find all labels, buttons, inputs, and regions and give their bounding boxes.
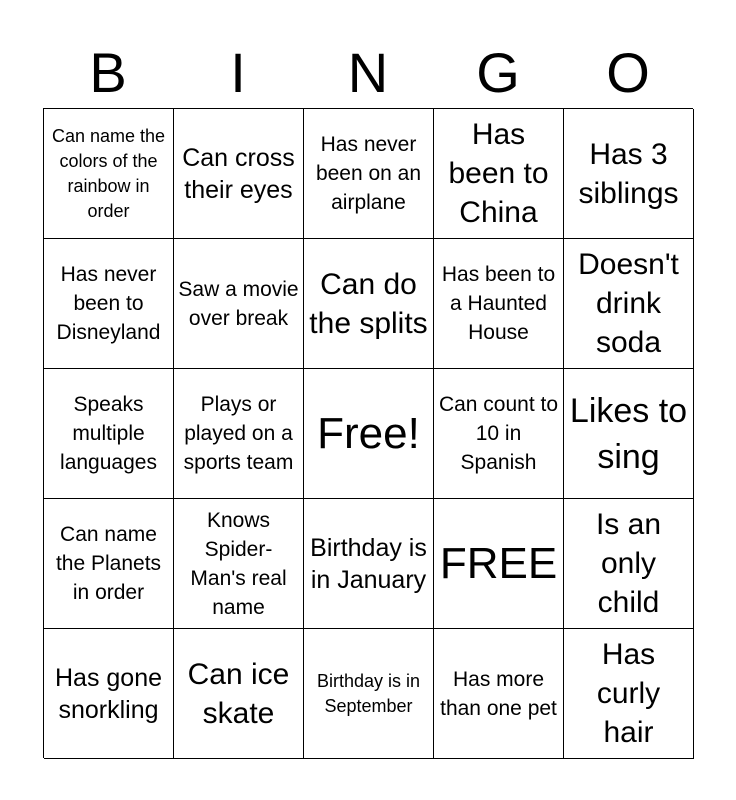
cell-text: Knows Spider-Man's real name (190, 508, 287, 619)
cell-text: Saw a movie over break (178, 277, 299, 330)
bingo-cell[interactable] (174, 629, 304, 759)
header-letter-n: N (347, 41, 389, 104)
cell-text: Speaks multiple languages (60, 393, 157, 474)
bingo-cell[interactable] (304, 109, 434, 239)
bingo-cell[interactable] (564, 109, 694, 239)
cell-text: Has been to China (448, 118, 549, 229)
bingo-cell[interactable] (564, 499, 694, 629)
cell-text: FREE (439, 538, 558, 588)
bingo-cell[interactable] (434, 369, 564, 499)
cell-text: Has curly hair (596, 638, 661, 749)
bingo-cell[interactable] (564, 239, 694, 369)
cell-text: Likes to sing (569, 391, 688, 476)
bingo-board (43, 108, 693, 758)
header-letter-o: O (606, 41, 650, 104)
bingo-header (43, 42, 693, 104)
header-letter-b: B (89, 41, 127, 104)
bingo-cell[interactable] (564, 629, 694, 759)
cell-text: Can name the Planets in order (55, 523, 162, 604)
cell-text: Can count to 10 in Spanish (438, 393, 559, 474)
bingo-cell[interactable] (44, 239, 174, 369)
cell-text: Has 3 siblings (578, 137, 679, 210)
cell-text: Has more than one pet (440, 667, 557, 720)
header-letter-g: G (476, 41, 520, 104)
cell-text: Can do the splits (309, 267, 428, 340)
cell-text: Plays or played on a sports team (183, 393, 294, 474)
bingo-cell[interactable] (44, 499, 174, 629)
header-letter-i: I (230, 41, 246, 104)
cell-text: Can name the colors of the rainbow in order (51, 125, 166, 221)
bingo-cell[interactable] (44, 629, 174, 759)
cell-text: Is an only child (595, 508, 662, 619)
cell-text: Birthday is in September (316, 670, 421, 716)
cell-text: Birthday is in January (310, 533, 427, 594)
bingo-cell[interactable] (44, 369, 174, 499)
bingo-cell[interactable] (174, 369, 304, 499)
bingo-cell[interactable] (304, 629, 434, 759)
bingo-cell[interactable] (434, 239, 564, 369)
free-space[interactable] (304, 369, 434, 499)
bingo-cell[interactable] (434, 629, 564, 759)
cell-text: Doesn't drink soda (578, 248, 679, 359)
cell-text: Has been to a Haunted House (441, 263, 556, 344)
bingo-cell[interactable] (174, 239, 304, 369)
cell-text: Has never been to Disneyland (56, 263, 161, 344)
bingo-cell[interactable] (304, 499, 434, 629)
bingo-cell[interactable] (564, 369, 694, 499)
bingo-cell[interactable] (434, 109, 564, 239)
bingo-cell[interactable] (174, 109, 304, 239)
cell-text: Can cross their eyes (182, 143, 295, 204)
cell-text: Free! (317, 408, 420, 458)
bingo-cell[interactable] (174, 499, 304, 629)
free-space[interactable] (434, 499, 564, 629)
cell-text: Has never been on an airplane (315, 133, 422, 214)
cell-text: Has gone snorkling (54, 663, 163, 724)
bingo-cell[interactable] (44, 109, 174, 239)
bingo-cell[interactable] (304, 239, 434, 369)
cell-text: Can ice skate (187, 657, 290, 730)
